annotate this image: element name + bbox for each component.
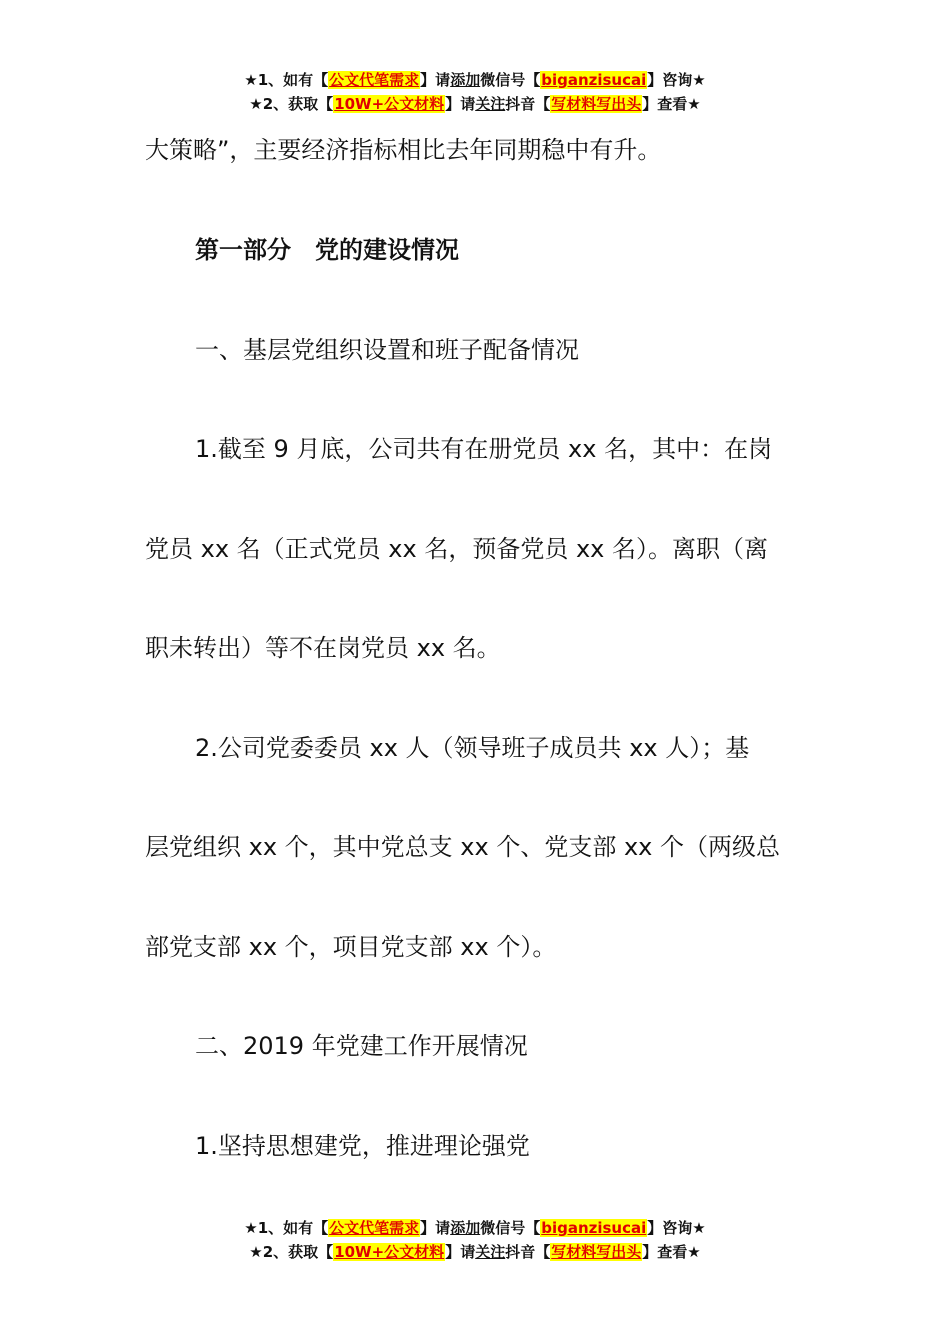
banner-line-2 (0, 1240, 950, 1264)
banner-underline: 关注 (475, 1243, 506, 1261)
paragraph-line: 职未转出）等不在岗党员 xx 名。 (145, 634, 501, 662)
banner-highlight: 公文代笔需求 (329, 1219, 420, 1237)
banner-text: 】请 (420, 1219, 451, 1237)
banner-text: 抖音【 (505, 1243, 551, 1261)
banner-text: 】查看★ (642, 1243, 701, 1261)
banner-underline: 添加 (450, 71, 481, 89)
banner-text: ★1、如有【 (244, 1219, 329, 1237)
banner-highlight: biganzisucai (541, 71, 647, 89)
banner-text: ★2、获取【 (249, 95, 334, 113)
paragraph-line: 党员 xx 名（正式党员 xx 名，预备党员 xx 名）。离职（离 (145, 535, 768, 563)
banner-text: 微信号【 (480, 1219, 541, 1237)
section-heading: 第一部分 党的建设情况 (195, 236, 459, 264)
paragraph-line: 1.截至 9 月底，公司共有在册党员 xx 名，其中：在岗 (195, 435, 773, 463)
banner-text: 】请 (445, 95, 476, 113)
banner-text: 】请 (445, 1243, 476, 1261)
banner-underline: 添加 (450, 1219, 481, 1237)
subsection-heading: 二、2019 年党建工作开展情况 (195, 1032, 528, 1060)
banner-line-2 (0, 92, 950, 116)
banner-text: 】咨询★ (647, 71, 706, 89)
banner-text: 微信号【 (480, 71, 541, 89)
banner-highlight: 公文代笔需求 (329, 71, 420, 89)
paragraph-line: 部党支部 xx 个，项目党支部 xx 个）。 (145, 933, 557, 961)
banner-highlight: 写材料写出头 (551, 1243, 642, 1261)
banner-line-1 (0, 1216, 950, 1240)
banner-highlight: biganzisucai (541, 1219, 647, 1237)
footer-banner (0, 1216, 950, 1264)
banner-text: 】咨询★ (647, 1219, 706, 1237)
banner-text: ★1、如有【 (244, 71, 329, 89)
paragraph-line: 2.公司党委委员 xx 人（领导班子成员共 xx 人）；基 (195, 734, 750, 762)
banner-text: 】查看★ (642, 95, 701, 113)
banner-underline: 关注 (475, 95, 506, 113)
paragraph-line: 1.坚持思想建党，推进理论强党 (195, 1132, 530, 1160)
subsection-heading: 一、基层党组织设置和班子配备情况 (195, 336, 579, 364)
header-banner (0, 68, 950, 116)
banner-line-1 (0, 68, 950, 92)
paragraph-line: 层党组织 xx 个，其中党总支 xx 个、党支部 xx 个（两级总 (145, 833, 780, 861)
banner-text: ★2、获取【 (249, 1243, 334, 1261)
banner-highlight: 10W+公文材料 (334, 95, 445, 113)
banner-highlight: 写材料写出头 (551, 95, 642, 113)
banner-highlight: 10W+公文材料 (334, 1243, 445, 1261)
banner-text: 抖音【 (505, 95, 551, 113)
banner-text: 】请 (420, 71, 451, 89)
paragraph-line: 大策略”，主要经济指标相比去年同期稳中有升。 (145, 136, 662, 164)
